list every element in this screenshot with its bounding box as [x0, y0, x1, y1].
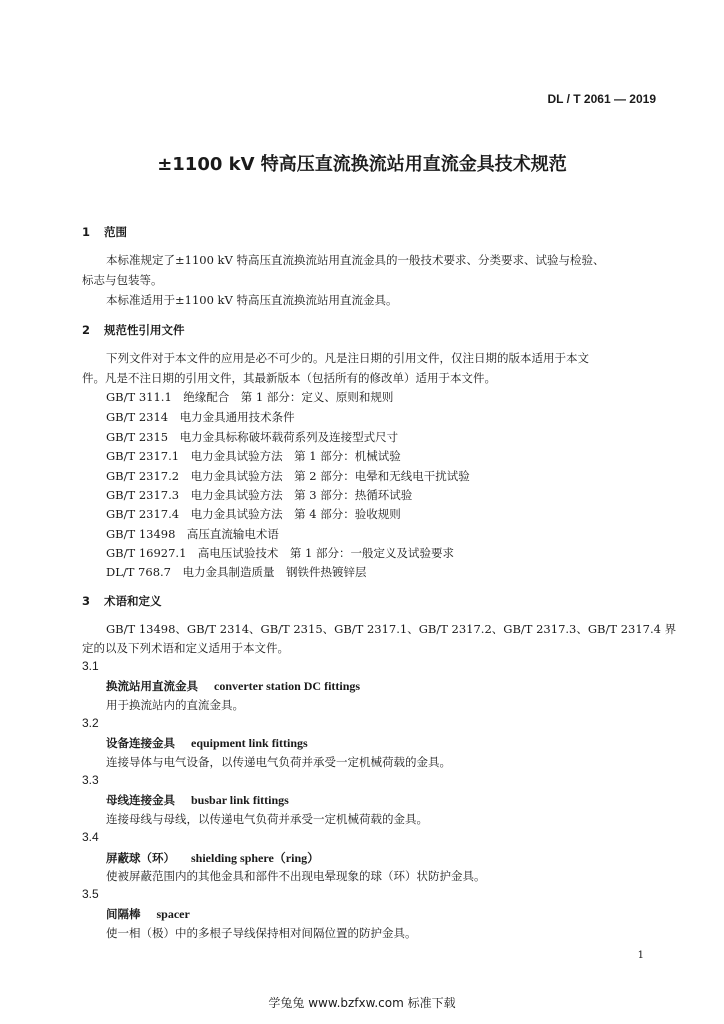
- section-title: 术语和定义: [104, 594, 162, 608]
- term-definition: 连接母线与母线，以传递电气负荷并承受一定机械荷载的金具。: [106, 812, 428, 826]
- section-number: 2: [82, 323, 91, 337]
- paragraph: 下列文件对于本文件的应用是必不可少的。凡是注日期的引用文件，仅注日期的版本适用于本文: [106, 351, 589, 365]
- reference-item: GB/T 16927.1 高电压试验技术 第 1 部分：一般定义及试验要求: [106, 546, 455, 560]
- term-cn: 屏蔽球（环）: [106, 851, 175, 865]
- term-en: busbar link fittings: [191, 793, 289, 807]
- reference-item: GB/T 311.1 绝缘配合 第 1 部分：定义、原则和规则: [106, 390, 394, 404]
- document-title: ±1100 kV 特高压直流换流站用直流金具技术规范: [157, 154, 567, 175]
- term-definition: 连接导体与电气设备，以传递电气负荷并承受一定机械荷载的金具。: [106, 755, 451, 769]
- paragraph: 定的以及下列术语和定义适用于本文件。: [82, 641, 289, 655]
- term-name: [106, 849, 319, 866]
- term-definition: 使被屏蔽范围内的其他金具和部件不出现电晕现象的球（环）状防护金具。: [106, 869, 486, 883]
- section-1-heading: [82, 224, 127, 240]
- section-number: 3: [82, 594, 91, 608]
- reference-item: GB/T 13498 高压直流输电术语: [106, 527, 279, 541]
- term-en: converter station DC fittings: [214, 679, 361, 693]
- reference-item: GB/T 2314 电力金具通用技术条件: [106, 410, 295, 424]
- reference-item: GB/T 2317.4 电力金具试验方法 第 4 部分：验收规则: [106, 507, 401, 521]
- section-number: 1: [82, 225, 91, 239]
- term-name: [106, 792, 289, 808]
- section-title: 规范性引用文件: [104, 323, 185, 337]
- paragraph: 本标准规定了±1100 kV 特高压直流换流站用直流金具的一般技术要求、分类要求、试验与检验、: [106, 253, 605, 267]
- term-cn: 设备连接金具: [106, 736, 175, 750]
- reference-item: GB/T 2317.1 电力金具试验方法 第 1 部分：机械试验: [106, 449, 401, 463]
- reference-item: GB/T 2315 电力金具标称破坏载荷系列及连接型式尺寸: [106, 430, 399, 444]
- reference-item: GB/T 2317.2 电力金具试验方法 第 2 部分：电晕和无线电干扰试验: [106, 469, 470, 483]
- paragraph: 标志与包装等。: [82, 273, 163, 287]
- term-name: [106, 906, 190, 922]
- paragraph: 本标准适用于±1100 kV 特高压直流换流站用直流金具。: [106, 293, 398, 307]
- document-number: DL / T 2061 — 2019: [547, 92, 656, 106]
- page-number: 1: [637, 950, 644, 961]
- term-definition: 使一相（极）中的多根子导线保持相对间隔位置的防护金具。: [106, 926, 417, 940]
- term-en: equipment link fittings: [191, 736, 308, 750]
- footer-watermark: 学兔兔 www.bzfxw.com 标准下载: [268, 996, 456, 1010]
- paragraph: 件。凡是不注日期的引用文件，其最新版本（包括所有的修改单）适用于本文件。: [82, 371, 496, 385]
- term-en: shielding sphere（ring）: [191, 851, 320, 865]
- term-number: 3.1: [82, 659, 99, 673]
- term-name: [106, 678, 360, 694]
- section-2-heading: [82, 322, 185, 338]
- term-cn: 间隔棒: [106, 907, 141, 921]
- term-number: 3.3: [82, 773, 99, 787]
- section-3-heading: [82, 593, 162, 609]
- term-cn: 换流站用直流金具: [106, 679, 198, 693]
- term-en: spacer: [156, 907, 190, 921]
- reference-item: GB/T 2317.3 电力金具试验方法 第 3 部分：热循环试验: [106, 488, 413, 502]
- term-number: 3.4: [82, 830, 99, 844]
- term-definition: 用于换流站内的直流金具。: [106, 698, 244, 712]
- reference-item: DL/T 768.7 电力金具制造质量 钢铁件热镀锌层: [106, 565, 367, 579]
- term-number: 3.5: [82, 887, 99, 901]
- term-number: 3.2: [82, 716, 99, 730]
- section-title: 范围: [104, 225, 128, 239]
- term-cn: 母线连接金具: [106, 793, 175, 807]
- paragraph: GB/T 13498、GB/T 2314、GB/T 2315、GB/T 2317.1、GB/T 2317.2、GB/T 2317.3、GB/T 2317.4 界: [106, 622, 677, 636]
- term-name: [106, 735, 308, 751]
